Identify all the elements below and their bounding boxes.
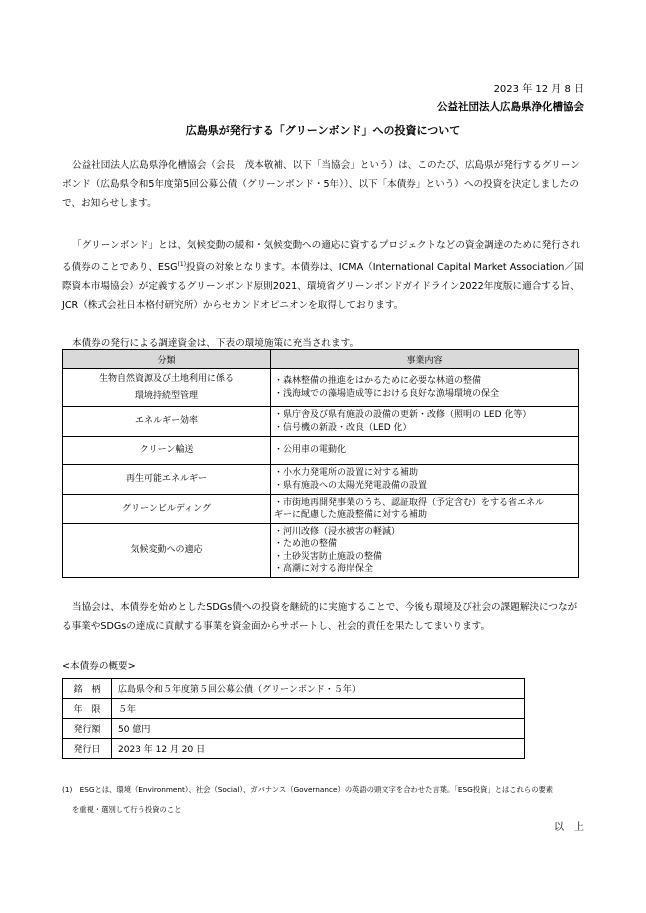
table-row <box>63 739 525 759</box>
footnote <box>62 780 592 820</box>
overview-value: 2023 年 12 月 20 日 <box>112 739 525 759</box>
table-row <box>63 679 525 699</box>
overview-heading: <本債券の概要> <box>62 661 136 672</box>
table-row <box>63 699 525 719</box>
table-row <box>63 495 579 524</box>
table-cell-items: ・県庁舎及び県有施設の設備の更新・改修（照明の LED 化等） ・信号機の新設・改良（LED 化） <box>271 407 579 437</box>
table-cell-items: ・市街地再開発事業のうち、認証取得（予定含む）をする省エネル ギーに配慮した施設整備に対する補助 <box>271 495 579 524</box>
overview-label: 発行額 <box>63 719 112 739</box>
overview-label: 年 限 <box>63 699 112 719</box>
overview-label: 銘 柄 <box>63 679 112 699</box>
document-title: 広島県が発行する「グリーンボンド」への投資について <box>185 124 461 137</box>
table-cell-items: ・小水力発電所の設置に対する補助 ・県有施設への太陽光発電設備の設置 <box>271 465 579 495</box>
footnote-line-1: (1) ESGとは、環境（Environment）、社会（Social）、ガバナンス（Governance）の英語の頭文字を合わせた言葉。「ESG投資」とはこれらの要素 <box>62 785 554 794</box>
table-row <box>63 465 579 495</box>
table-cell-category: 気候変動への適応 <box>63 524 271 578</box>
overview-table <box>62 678 525 759</box>
funds-paragraph: 本債券の発行による調達資金は、下表の環境施策に充当されます。 <box>72 338 360 349</box>
green-bond-text-b: 投資の対象となります。本債券は、ICMA（International Capital Market Association／国際資本市場協会）が定義するグリーンボンド原則2021、環境省グリーンボンドガイドライン2022年度版に適合する旨、JCR（株式会社日本格付研究所）からセカンドオピニオンを取得しております。 <box>62 262 584 312</box>
overview-value: ５年 <box>112 699 525 719</box>
table-row <box>63 407 579 437</box>
table-cell-category: エネルギー効率 <box>63 407 271 437</box>
funds-table <box>62 349 579 578</box>
footnote-line-2: を重視・選別して行う投資のこと <box>72 805 182 814</box>
overview-label: 発行日 <box>63 739 112 759</box>
table-row <box>63 719 525 739</box>
organization-name: 公益社団法人広島県浄化槽協会 <box>437 101 584 113</box>
table-cell-category: 生物自然資源及び土地利用に係る 環境持続型管理 <box>63 369 271 407</box>
table-header-category: 分類 <box>63 350 271 369</box>
intro-paragraph: 公益社団法人広島県浄化槽協会（会長 茂本敬補、以下「当協会」という）は、このたび、広島県が発行するグリーンボンド（広島県令和5年度第5回公募公債（グリーンボンド・5年））、以下「本債券」という）への投資を決定しましたので、お知らせします。 <box>62 160 580 209</box>
table-row <box>63 369 579 407</box>
table-row <box>63 437 579 465</box>
green-bond-text-a: 「グリーンボンド」とは、気候変動の緩和・気候変動への適応に資するプロジェクトなどの資金調達のために発行される債券のことであり、ESG <box>62 240 581 274</box>
table-row <box>63 524 579 578</box>
table-cell-category: グリーンビルディング <box>63 495 271 524</box>
table-cell-items: ・公用車の電動化 <box>271 437 579 465</box>
overview-value: 広島県令和５年度第５回公募公債（グリーンボンド・５年） <box>112 679 525 699</box>
footnote-ref: (1) <box>177 261 187 268</box>
table-cell-items: ・河川改修（浸水被害の軽減） ・ため池の整備 ・土砂災害防止施設の整備 ・高潮に対する海岸保全 <box>271 524 579 578</box>
table-header-content: 事業内容 <box>271 350 579 369</box>
closing-paragraph: 当協会は、本債券を始めとしたSDGs債への投資を継続的に実施することで、今後も環境及び社会の課題解決につながる事業やSDGsの達成に貢献する事業を資金面からサポートし、社会的責任を果たしてまいります。 <box>62 602 578 632</box>
table-cell-items: ・森林整備の推進をはかるために必要な林道の整備 ・浅海域での藻場造成等における良好な漁場環境の保全 <box>271 369 579 407</box>
closing-mark: 以 上 <box>554 822 584 833</box>
table-cell-category: クリーン輸送 <box>63 437 271 465</box>
table-cell-category: 再生可能エネルギー <box>63 465 271 495</box>
overview-value: 50 億円 <box>112 719 525 739</box>
green-bond-paragraph <box>62 236 584 315</box>
document-date: 2023 年 12 月 8 日 <box>493 84 584 95</box>
